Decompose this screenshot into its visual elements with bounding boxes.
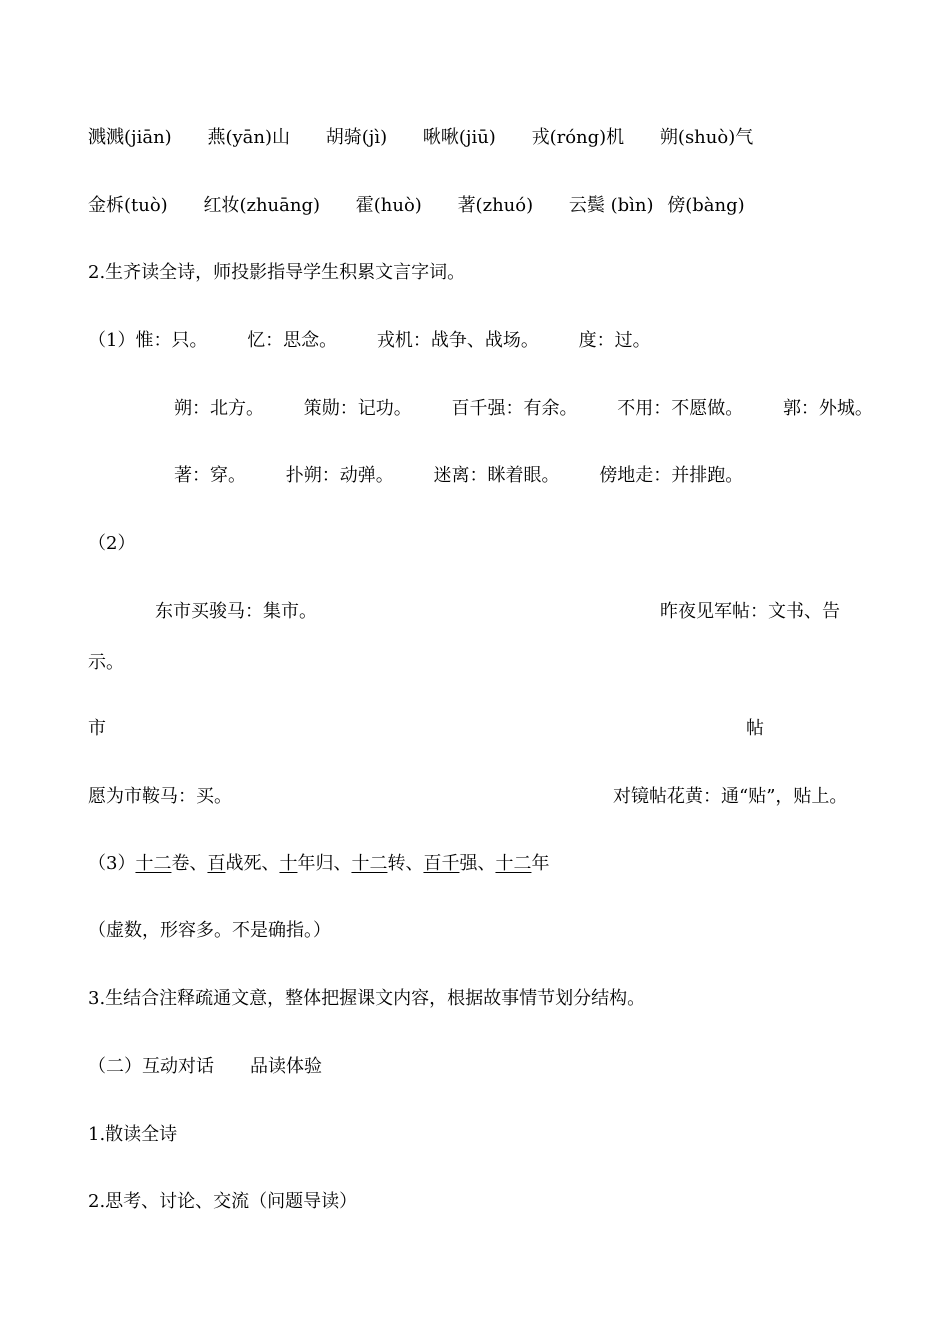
vocab-item: 朔：北方。: [174, 398, 264, 419]
phrase-text: 年: [531, 853, 550, 874]
separator: 、: [405, 853, 424, 874]
vocab-item: 迷离：眯着眼。: [433, 465, 560, 486]
pinyin-item: 著(zhuó): [457, 195, 534, 216]
separator: 、: [333, 853, 352, 874]
vocab-2-right-1: 昨夜见军帖：文书、告: [660, 601, 840, 622]
section-heading: （二）互动对话 品读体验: [88, 1056, 322, 1077]
vocab-item: 忆：思念。: [247, 330, 338, 351]
vocab-3-note: （虚数，形容多。不是确指。）: [88, 920, 331, 941]
pinyin-item: 啾啾(jiū): [422, 127, 496, 148]
step-2-instruction: 2.生齐读全诗，师投影指导学生积累文言字词。: [88, 262, 466, 283]
underlined-number: 十二: [135, 853, 172, 874]
pinyin-item: 胡骑(jì): [325, 127, 388, 148]
phrase-text: 卷: [171, 853, 190, 874]
pinyin-item: 燕(yān)山: [207, 127, 290, 148]
vocab-item: 傍地走：并排跑。: [599, 465, 744, 486]
pinyin-row-2: [88, 195, 745, 217]
underlined-number: 十二: [495, 853, 532, 874]
pinyin-item: 金柝(tuò): [88, 195, 168, 216]
vocab-2-left-1: 东市买骏马：集市。: [155, 601, 317, 622]
vocab-row-3: [174, 465, 743, 487]
vocab-2-wrap: 示。: [88, 652, 124, 673]
pinyin-item: 朔(shuò)气: [659, 127, 754, 148]
vocab-item: 郭：外城。: [782, 398, 873, 419]
separator: 、: [261, 853, 280, 874]
vocab-2-label: （2）: [88, 533, 136, 554]
vocab-row-1: [88, 330, 651, 352]
pinyin-item: 云鬓 (bìn): [568, 195, 654, 216]
vocab-item: （1）惟：只。: [88, 330, 208, 351]
section-step-1: 1.散读全诗: [88, 1124, 178, 1145]
step-3-instruction: 3.生结合注释疏通文意，整体把握课文内容，根据故事情节划分结构。: [88, 988, 646, 1009]
underlined-number: 百千: [423, 853, 460, 874]
underlined-number: 十二: [351, 853, 388, 874]
phrase-text: 战死: [225, 853, 262, 874]
pinyin-item: 戎(róng)机: [531, 127, 625, 148]
phrase-text: 转: [387, 853, 406, 874]
pinyin-item: 红妆(zhuāng): [203, 195, 321, 216]
separator: 、: [477, 853, 496, 874]
vocab-item: 策勋：记功。: [303, 398, 412, 419]
vocab-item: 著：穿。: [174, 465, 246, 486]
vocab-item: 不用：不愿做。: [617, 398, 744, 419]
vocab-2-left-2: 愿为市鞍马：买。: [88, 786, 232, 807]
vocab-item: 扑朔：动弹。: [285, 465, 394, 486]
pinyin-item: 溅溅(jiān): [88, 127, 172, 148]
underlined-number: 十: [279, 853, 298, 874]
separator: 、: [189, 853, 208, 874]
pinyin-item: 霍(huò): [355, 195, 422, 216]
pinyin-item: 傍(bàng): [667, 195, 745, 216]
vocab-2-right-2: 对镜帖花黄：通“贴”，贴上。: [613, 786, 848, 807]
vocab-2-char-left: 市: [88, 718, 106, 739]
phrase-text: 年归: [297, 853, 334, 874]
vocab-3-prefix: （3）: [88, 853, 136, 874]
pinyin-row-1: [88, 127, 753, 149]
vocab-item: 度：过。: [578, 330, 651, 351]
underlined-number: 百: [207, 853, 226, 874]
vocab-row-2: [174, 398, 873, 420]
vocab-3-line: [88, 853, 549, 875]
section-step-2: 2.思考、讨论、交流（问题导读）: [88, 1191, 358, 1212]
vocab-2-char-right: 帖: [746, 718, 764, 739]
vocab-item: 戎机：战争、战场。: [376, 330, 539, 351]
vocab-item: 百千强：有余。: [451, 398, 578, 419]
phrase-text: 强: [459, 853, 478, 874]
